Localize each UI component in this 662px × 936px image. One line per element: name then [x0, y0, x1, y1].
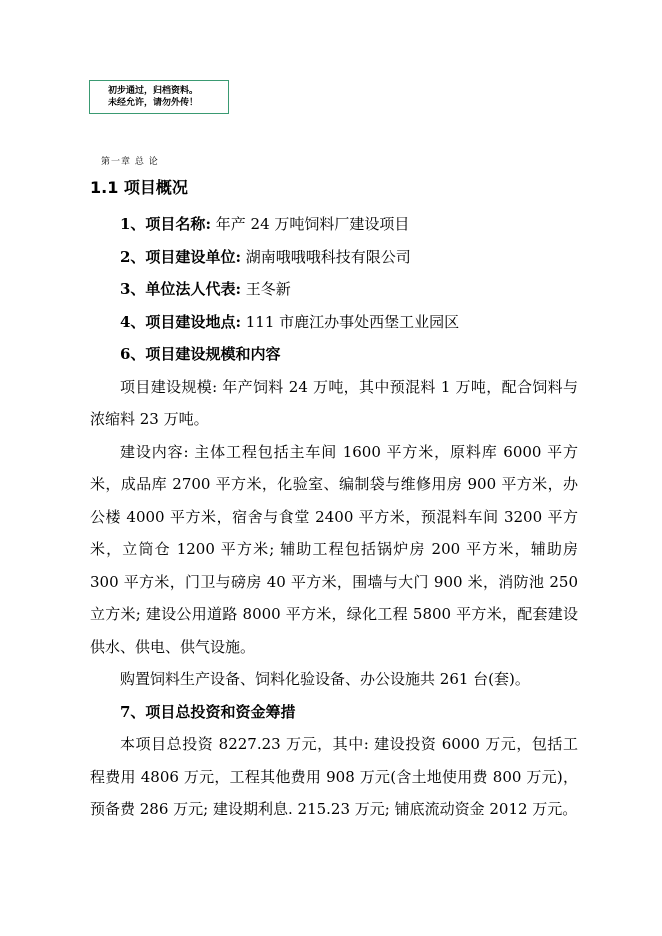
item-label: 4、项目建设地点:: [120, 312, 241, 331]
document-body: [90, 208, 578, 826]
item-value: 年产 24 万吨饲料厂建设项目: [210, 215, 410, 233]
investment-heading: 7、项目总投资和资金筹措: [120, 702, 296, 721]
item-construction-unit: [90, 241, 578, 274]
item-legal-representative: [90, 273, 578, 306]
item-project-name: [90, 208, 578, 241]
paragraph-construction: 建设内容: 主体工程包括主车间 1600 平方米，原料库 6000 平方米，成品库 2700 平方米，化验室、编制袋与维修用房 900 平方米，办公楼 4000 平方米，宿舍与食堂 2400 平方米，预混料车间 3200 平方米，立筒仓 1200 平方米; 辅助工程包括锅炉房 200 平方米，辅助房 300 平方米，门卫与磅房 40 平方米，围墙与大门 900 米，消防池 250 立方米; 建设公用道路 8000 平方米，绿化工程 5800 平方米，配套建设供水、供电、供气设施。: [90, 442, 578, 656]
paragraph-scale: 项目建设规模: 年产饲料 24 万吨，其中预混料 1 万吨，配合饲料与浓缩料 23 万吨。: [90, 377, 578, 428]
paragraph-equipment: 购置饲料生产设备、饲料化验设备、办公设施共 261 台(套)。: [120, 670, 530, 688]
notice-line-1: 初步通过，归档资料。: [108, 86, 199, 96]
item-label: 2、项目建设单位:: [120, 247, 241, 266]
section-title: 1.1 项目概况: [90, 178, 188, 197]
chapter-title: 第一章 总 论: [101, 157, 159, 167]
item-scale-heading: [90, 338, 578, 371]
item-value: 111 市鹿江办事处西堡工业园区: [240, 312, 460, 331]
item-label: 1、项目名称:: [120, 215, 211, 233]
scale-heading: 6、项目建设规模和内容: [120, 345, 281, 363]
confidential-notice-box: [89, 80, 229, 114]
item-value: 湖南哦哦哦科技有限公司: [240, 247, 411, 266]
notice-line-2: 未经允许，请勿外传！: [108, 98, 199, 108]
paragraph-investment: 本项目总投资 8227.23 万元，其中: 建设投资 6000 万元，包括工程费用 4806 万元，工程其他费用 908 万元(含土地使用费 800 万元)，预备费 286 万元; 建设期利息. 215.23 万元; 铺底流动资金 2012 万元。: [90, 735, 578, 818]
item-investment-heading: [90, 696, 578, 729]
item-construction-site: [90, 306, 578, 339]
item-value: 王冬新: [240, 280, 291, 298]
item-label: 3、单位法人代表:: [120, 280, 241, 298]
